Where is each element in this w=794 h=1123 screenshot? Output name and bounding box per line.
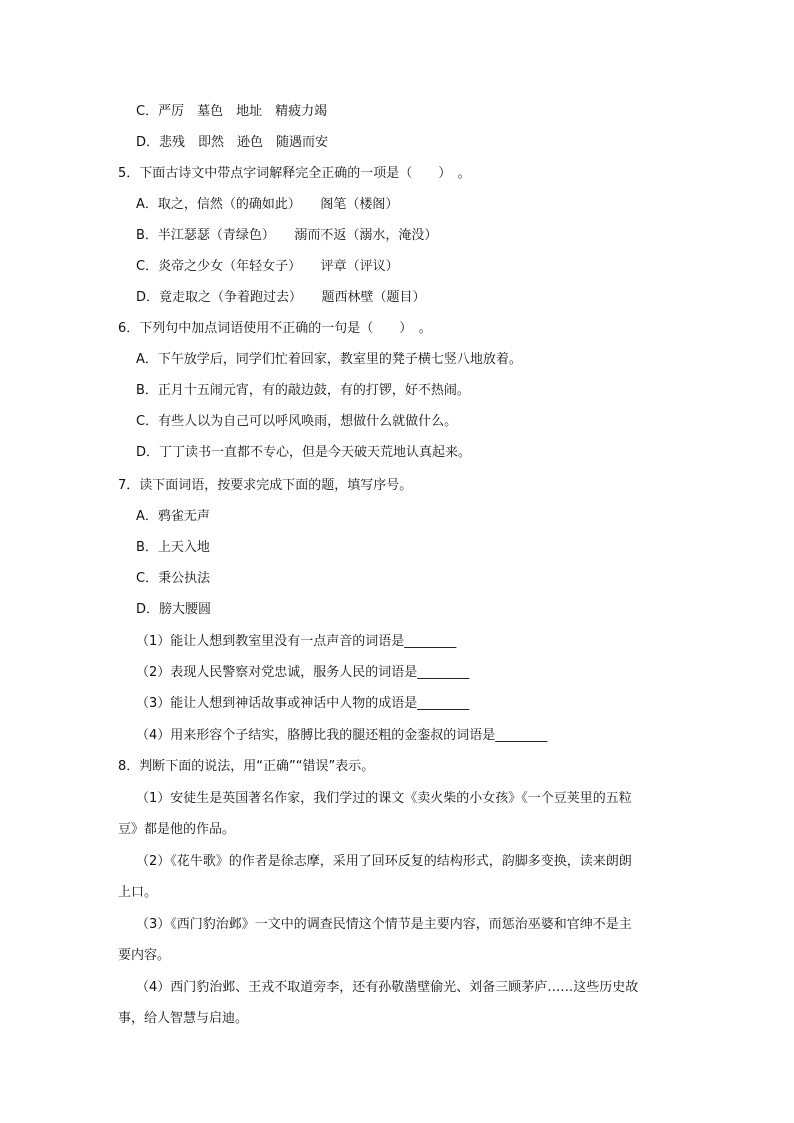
q4-option-c: C．严厉 墓色 地址 精疲力竭 [136, 104, 328, 119]
q7-sub-4: （4）用来形容个子结实，胳膊比我的腿还粗的金銮叔的词语是________ [136, 728, 548, 743]
q5-option-d: D．竟走取之（争着跑过去） 题西林壁（题目） [136, 290, 426, 305]
q6-stem: 6．下列句中加点词语使用不正确的一句是（ ） 。 [118, 321, 432, 336]
q8-sub-1-line-1: （1）安徒生是英国著名作家，我们学过的课文《卖火柴的小女孩》《一个豆荚里的五粒 [136, 791, 632, 806]
q4-option-d: D．悲残 即然 逊色 随遇而安 [136, 135, 329, 150]
q7-stem: 7．读下面词语，按要求完成下面的题，填写序号。 [118, 478, 413, 493]
q8-sub-3-line-2: 要内容。 [118, 948, 171, 963]
q7-sub-3: （3）能让人想到神话故事或神话中人物的成语是________ [136, 696, 470, 711]
q7-option-c: C．秉公执法 [136, 571, 211, 586]
q7-option-d: D．膀大腰圆 [136, 602, 212, 617]
q8-sub-4-line-1: （4）西门豹治邺、王戎不取道旁李，还有孙敬凿壁偷光、刘备三顾茅庐……这些历史故 [136, 980, 639, 995]
q7-option-b: B．上天入地 [136, 540, 210, 555]
q6-option-d: D．丁丁读书一直都不专心，但是今天破天荒地认真起来。 [136, 445, 472, 460]
q8-sub-4-line-2: 事，给人智慧与启迪。 [118, 1011, 249, 1026]
q6-option-b: B．正月十五闹元宵，有的敲边鼓，有的打锣，好不热闹。 [136, 383, 470, 398]
q7-sub-1: （1）能让人想到教室里没有一点声音的词语是________ [136, 634, 457, 649]
q7-sub-2: （2）表现人民警察对党忠诚，服务人民的词语是________ [136, 665, 470, 680]
q7-option-a: A．鸦雀无声 [136, 509, 210, 524]
q6-option-a: A．下午放学后，同学们忙着回家，教室里的凳子横七竖八地放着。 [136, 352, 522, 367]
q8-sub-3-line-1: （3）《西门豹治邺》一文中的调查民情这个情节是主要内容，而惩治巫婆和官绅不是主 [136, 917, 632, 932]
q8-sub-2-line-1: （2）《花牛歌》的作者是徐志摩，采用了回环反复的结构形式，韵脚多变换，读来朗朗 [136, 854, 632, 869]
q5-option-a: A．取之，信然（的确如此） 阁笔（楼阁） [136, 197, 399, 212]
q5-option-c: C．炎帝之少女（年轻女子） 评章（评议） [136, 259, 399, 274]
q8-stem: 8．判断下面的说法，用“正确”“错误”表示。 [118, 759, 375, 774]
q5-stem: 5．下面古诗文中带点字词解释完全正确的一项是（ ） 。 [118, 166, 471, 181]
q6-option-c: C．有些人以为自己可以呼风唤雨，想做什么就做什么。 [136, 414, 458, 429]
q8-sub-2-line-2: 上口。 [118, 885, 158, 900]
q8-sub-1-line-2: 豆》都是他的作品。 [118, 822, 236, 837]
q5-option-b: B．半江瑟瑟（青绿色） 溺而不返（溺水，淹没） [136, 228, 438, 243]
